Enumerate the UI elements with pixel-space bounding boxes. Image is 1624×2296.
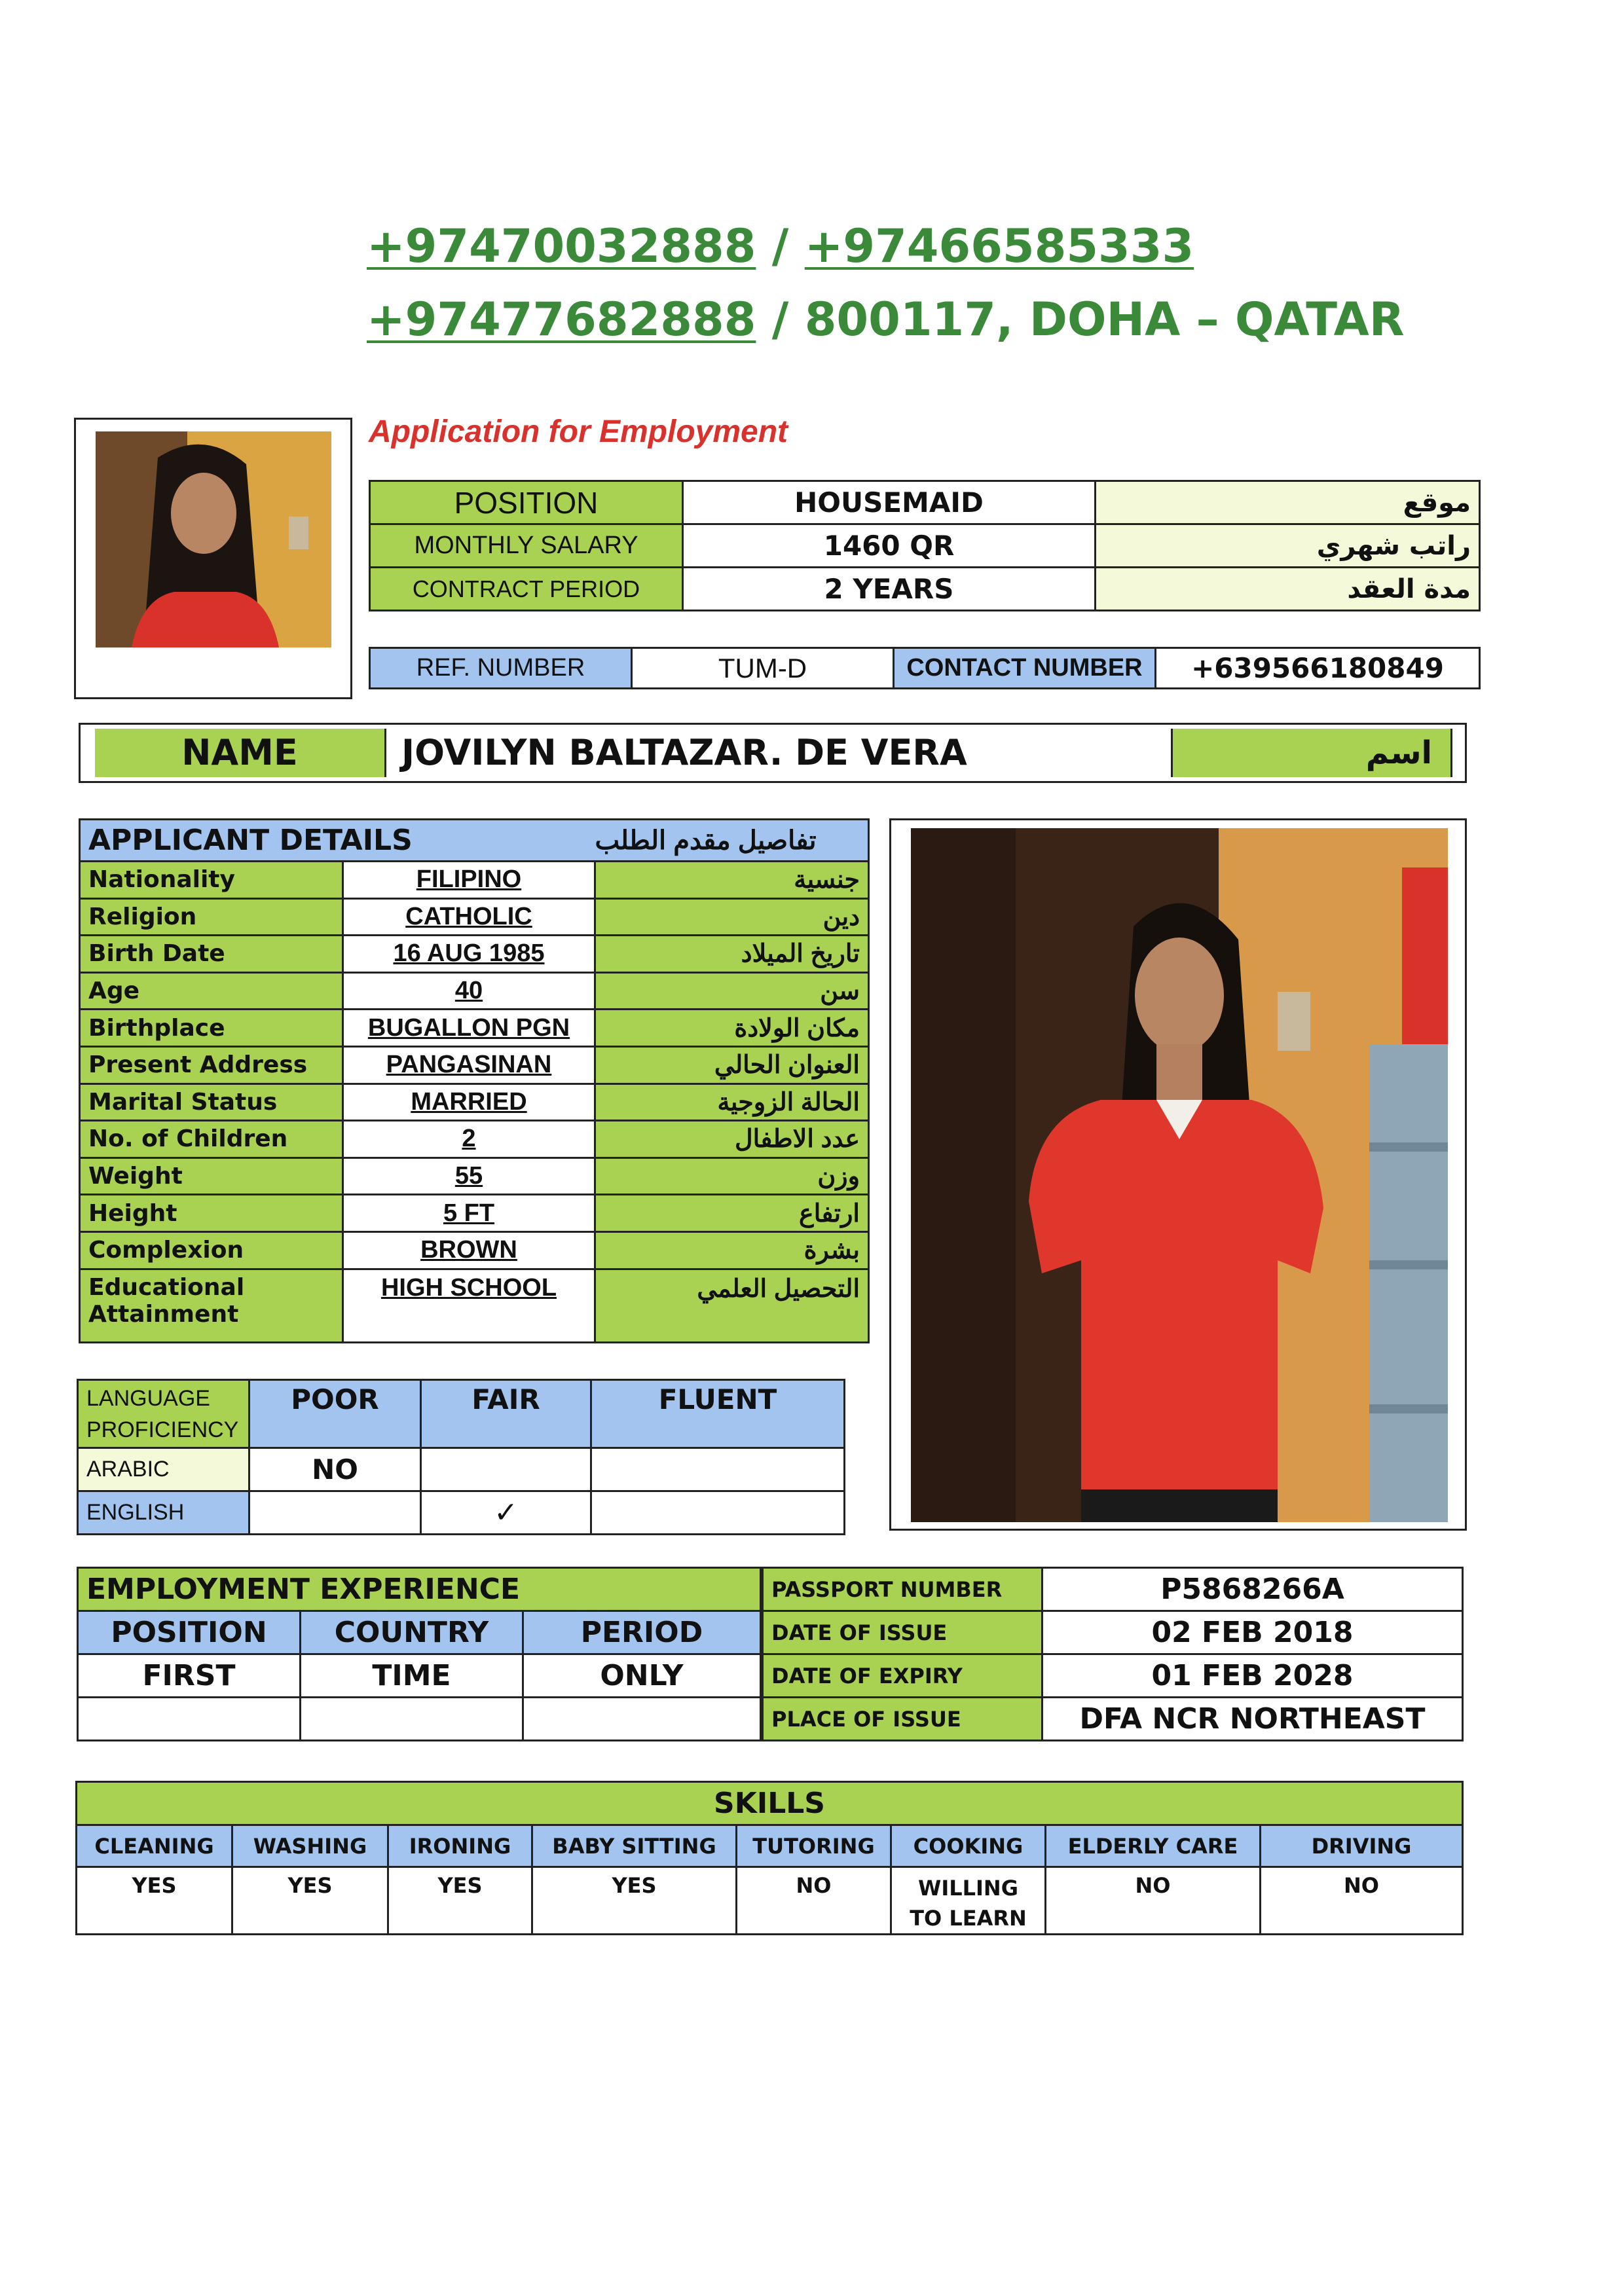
contract-arabic: مدة العقد (1096, 568, 1480, 611)
language-heading-row (78, 1380, 845, 1448)
skill-value: WILLING TO LEARN (891, 1867, 1046, 1935)
detail-label: Birth Date (80, 936, 343, 973)
phone-3[interactable]: +97477682888 (367, 293, 756, 346)
skill-column: CLEANING (77, 1825, 232, 1867)
detail-value: 55 (343, 1157, 595, 1195)
ref-table (369, 647, 1481, 689)
passport-row (763, 1568, 1463, 1611)
page-title: Application for Employment (369, 414, 788, 449)
salary-row (370, 524, 1480, 568)
language-table (77, 1379, 845, 1535)
language-label: ARABIC (78, 1448, 249, 1491)
passport-label: PASSPORT NUMBER (763, 1568, 1043, 1611)
detail-value: FILIPINO (343, 862, 595, 899)
skills-column-row (77, 1825, 1463, 1867)
skill-value: NO (1261, 1867, 1463, 1935)
passport-label: DATE OF EXPIRY (763, 1654, 1043, 1698)
skill-column: COOKING (891, 1825, 1046, 1867)
passport-row (763, 1654, 1463, 1698)
detail-label: Height (80, 1195, 343, 1232)
employment-table (77, 1567, 762, 1741)
detail-row (80, 972, 869, 1010)
contract-label: CONTRACT PERIOD (370, 568, 683, 611)
applicant-details-table (79, 818, 870, 1343)
language-row (78, 1448, 845, 1491)
detail-row (80, 1269, 869, 1342)
skill-value: YES (388, 1867, 532, 1935)
passport-value: 02 FEB 2018 (1043, 1611, 1463, 1654)
applicant-heading-row (80, 820, 869, 862)
employment-heading: EMPLOYMENT EXPERIENCE (78, 1568, 761, 1611)
position-arabic: موقع (1096, 481, 1480, 524)
language-col-poor: POOR (249, 1380, 421, 1448)
detail-value: 2 (343, 1121, 595, 1158)
detail-value: 40 (343, 972, 595, 1010)
detail-arabic: دين (595, 898, 869, 936)
applicant-heading-arabic (595, 820, 869, 862)
detail-arabic: تاريخ الميلاد (595, 936, 869, 973)
detail-row (80, 936, 869, 973)
detail-arabic: التحصيل العلمي (595, 1269, 869, 1342)
employment-cell (523, 1698, 761, 1741)
employment-col-period: PERIOD (523, 1611, 761, 1654)
phone-separator: / (756, 219, 805, 273)
skills-heading: SKILLS (77, 1782, 1463, 1825)
salary-arabic: راتب شهري (1096, 524, 1480, 568)
employment-col-position: POSITION (78, 1611, 301, 1654)
detail-label: Complexion (80, 1231, 343, 1269)
detail-arabic: عدد الاطفال (595, 1121, 869, 1158)
detail-value: 16 AUG 1985 (343, 936, 595, 973)
position-value: HOUSEMAID (683, 481, 1096, 524)
detail-label: Nationality (80, 862, 343, 899)
applicant-photo-large (911, 828, 1448, 1522)
name-arabic: اسم (1171, 729, 1452, 777)
employment-cell: ONLY (523, 1654, 761, 1698)
skills-heading-row (77, 1782, 1463, 1825)
salary-label: MONTHLY SALARY (370, 524, 683, 568)
detail-label: Birthplace (80, 1010, 343, 1047)
passport-value: DFA NCR NORTHEAST (1043, 1698, 1463, 1741)
detail-label: Weight (80, 1157, 343, 1195)
skill-column: IRONING (388, 1825, 532, 1867)
skill-column: WASHING (232, 1825, 388, 1867)
detail-label: Religion (80, 898, 343, 936)
detail-value: BROWN (343, 1231, 595, 1269)
applicant-photo-small (96, 431, 331, 647)
applicant-heading-arabic-text: تفاصيل مقدم الطلب (595, 826, 817, 855)
skills-table (75, 1781, 1464, 1935)
detail-label: Age (80, 972, 343, 1010)
passport-label: PLACE OF ISSUE (763, 1698, 1043, 1741)
language-col-fair: FAIR (421, 1380, 591, 1448)
position-row (370, 481, 1480, 524)
detail-arabic: العنوان الحالي (595, 1046, 869, 1084)
language-poor (249, 1491, 421, 1535)
employment-cell: FIRST (78, 1654, 301, 1698)
detail-row (80, 1121, 869, 1158)
detail-value: HIGH SCHOOL (343, 1269, 595, 1342)
skills-value-row (77, 1867, 1463, 1935)
name-value: JOVILYN BALTAZAR. DE VERA (401, 732, 967, 773)
detail-label: Marital Status (80, 1084, 343, 1121)
passport-table (762, 1567, 1464, 1741)
detail-row (80, 898, 869, 936)
skill-column: TUTORING (737, 1825, 891, 1867)
detail-arabic: ارتفاع (595, 1195, 869, 1232)
skill-value: NO (737, 1867, 891, 1935)
header-phones-line-1 (367, 219, 1194, 273)
detail-label: Educational Attainment (80, 1269, 343, 1342)
language-fluent (591, 1448, 845, 1491)
detail-row (80, 1157, 869, 1195)
skill-column: ELDERLY CARE (1046, 1825, 1261, 1867)
contact-value[interactable]: +639566180849 (1156, 648, 1480, 689)
language-col-fluent: FLUENT (591, 1380, 845, 1448)
passport-label: DATE OF ISSUE (763, 1611, 1043, 1654)
position-table (369, 480, 1481, 611)
skill-value: YES (77, 1867, 232, 1935)
language-fluent (591, 1491, 845, 1535)
large-photo-frame (889, 818, 1467, 1531)
detail-value: PANGASINAN (343, 1046, 595, 1084)
ref-value: TUM-D (632, 648, 894, 689)
small-photo-frame (74, 418, 352, 699)
language-label: ENGLISH (78, 1491, 249, 1535)
language-row (78, 1491, 845, 1535)
passport-value: P5868266A (1043, 1568, 1463, 1611)
employment-row (78, 1654, 761, 1698)
detail-value: 5 FT (343, 1195, 595, 1232)
detail-arabic: سن (595, 972, 869, 1010)
ref-label: REF. NUMBER (370, 648, 632, 689)
language-fair (421, 1448, 591, 1491)
salary-value: 1460 QR (683, 524, 1096, 568)
detail-label: No. of Children (80, 1121, 343, 1158)
employment-col-country: COUNTRY (301, 1611, 523, 1654)
detail-row (80, 1010, 869, 1047)
employment-cell (301, 1698, 523, 1741)
detail-row (80, 1084, 869, 1121)
address: / 800117, DOHA – QATAR (756, 293, 1405, 346)
detail-row (80, 1046, 869, 1084)
skill-value: NO (1046, 1867, 1261, 1935)
name-bar (79, 723, 1467, 783)
passport-value: 01 FEB 2028 (1043, 1654, 1463, 1698)
employment-column-row (78, 1611, 761, 1654)
employment-cell (78, 1698, 301, 1741)
phone-2[interactable]: +97466585333 (804, 219, 1194, 273)
detail-label: Present Address (80, 1046, 343, 1084)
skill-value: YES (532, 1867, 737, 1935)
language-fair: ✓ (421, 1491, 591, 1535)
detail-row (80, 1231, 869, 1269)
employment-heading-row (78, 1568, 761, 1611)
detail-value: BUGALLON PGN (343, 1010, 595, 1047)
detail-value: CATHOLIC (343, 898, 595, 936)
detail-arabic: بشرة (595, 1231, 869, 1269)
language-poor: NO (249, 1448, 421, 1491)
detail-row (80, 862, 869, 899)
header-phones-line-2 (367, 293, 1405, 346)
contact-label: CONTACT NUMBER (894, 648, 1156, 689)
language-heading: LANGUAGE PROFICIENCY (78, 1380, 249, 1448)
passport-row (763, 1611, 1463, 1654)
detail-row (80, 1195, 869, 1232)
detail-arabic: جنسية (595, 862, 869, 899)
position-label: POSITION (370, 481, 683, 524)
phone-1[interactable]: +97470032888 (367, 219, 756, 273)
skill-column: DRIVING (1261, 1825, 1463, 1867)
passport-row (763, 1698, 1463, 1741)
detail-value: MARRIED (343, 1084, 595, 1121)
detail-arabic: وزن (595, 1157, 869, 1195)
name-label: NAME (95, 729, 386, 777)
skill-value: YES (232, 1867, 388, 1935)
contract-row (370, 568, 1480, 611)
employment-row (78, 1698, 761, 1741)
employment-cell: TIME (301, 1654, 523, 1698)
skill-column: BABY SITTING (532, 1825, 737, 1867)
applicant-heading: APPLICANT DETAILS (80, 820, 595, 862)
contract-value: 2 YEARS (683, 568, 1096, 611)
detail-arabic: الحالة الزوجية (595, 1084, 869, 1121)
detail-arabic: مكان الولادة (595, 1010, 869, 1047)
